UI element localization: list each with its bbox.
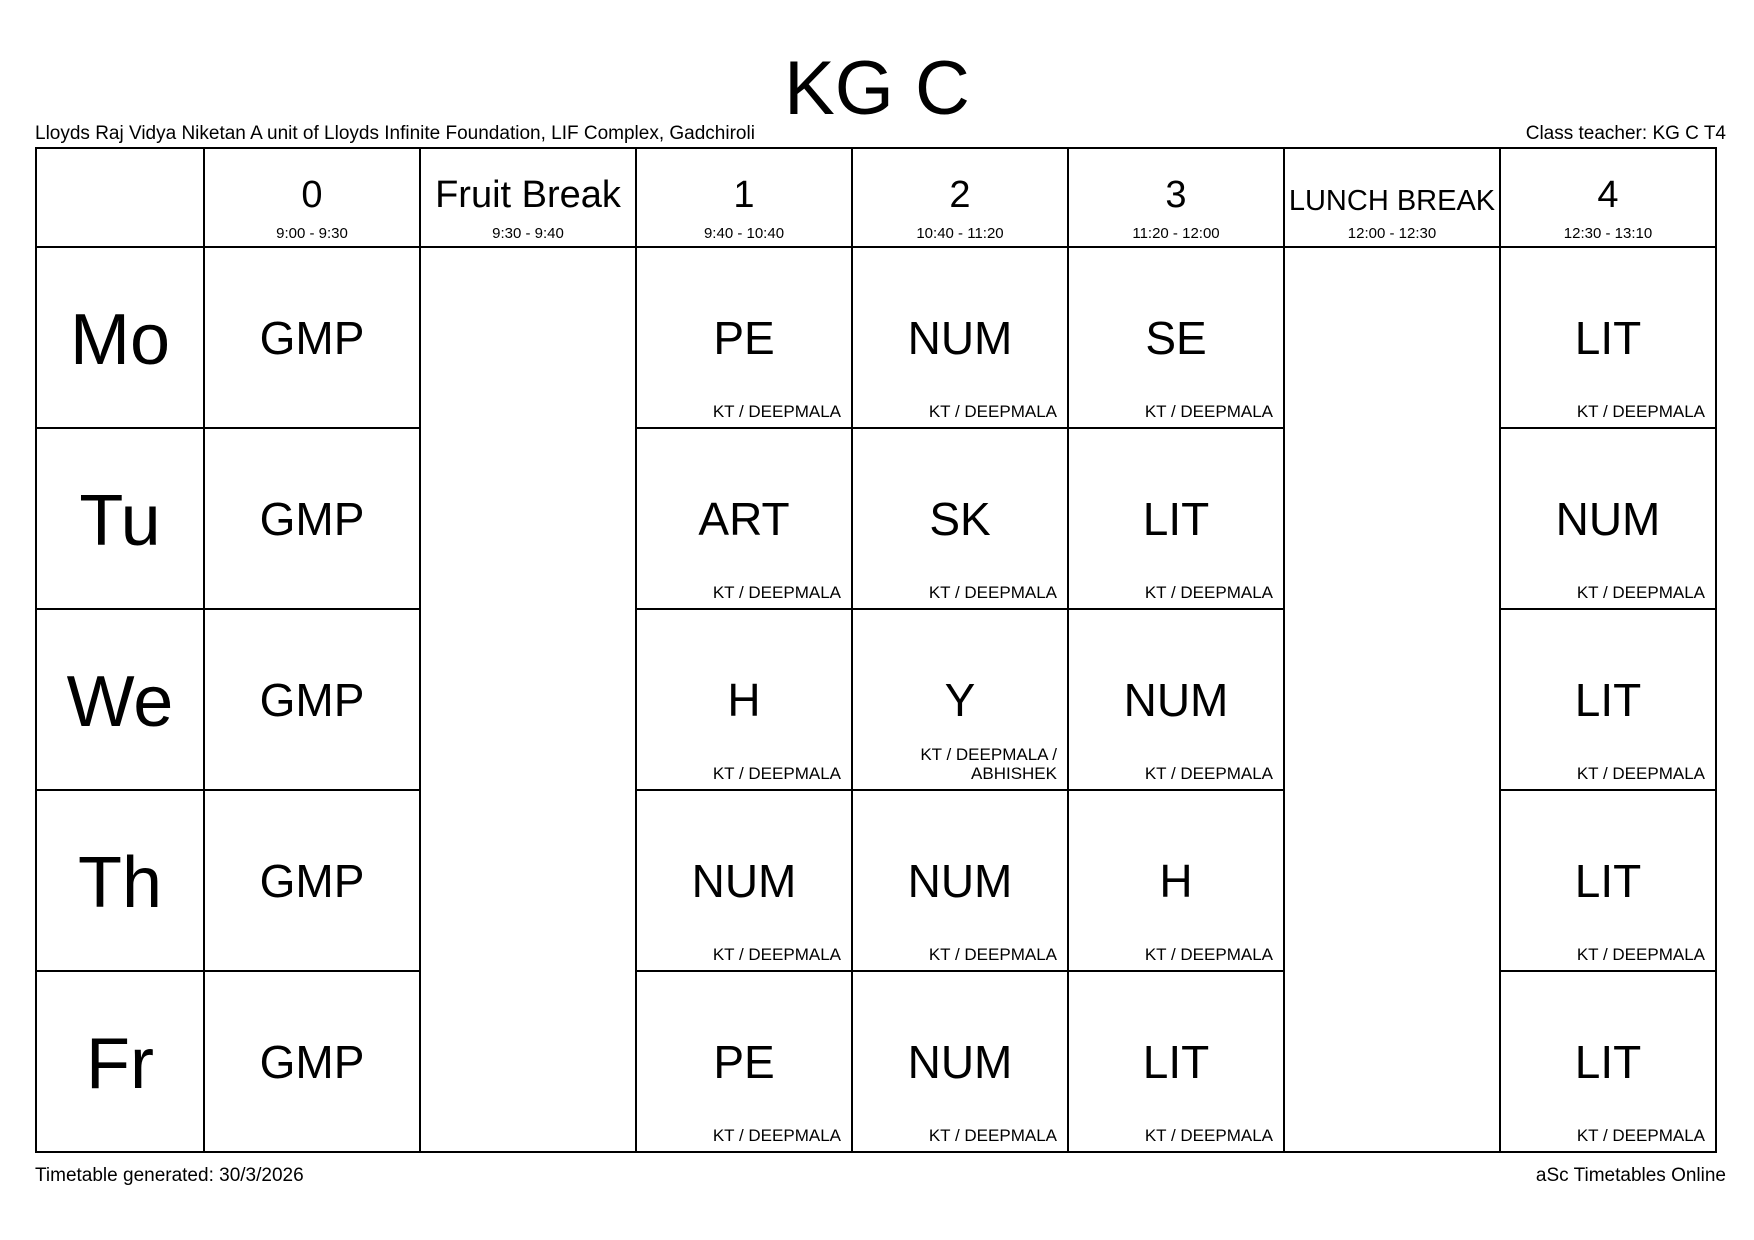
day-name: Th xyxy=(77,843,163,923)
period-label: 3 xyxy=(1165,174,1187,216)
period-label: 1 xyxy=(733,174,755,216)
lesson-cell xyxy=(1068,790,1284,971)
day-cell xyxy=(36,971,204,1152)
lesson-cell xyxy=(852,790,1068,971)
subject-label: SE xyxy=(1145,312,1207,364)
subject-label: H xyxy=(1159,855,1193,907)
lesson-cell xyxy=(636,609,852,790)
subject-label: LIT xyxy=(1142,493,1210,545)
lesson-cell xyxy=(636,971,852,1152)
subject-label: ART xyxy=(698,493,790,545)
lesson-cell xyxy=(204,428,420,609)
lesson-cell xyxy=(1068,971,1284,1152)
period-time: 9:40 - 10:40 xyxy=(703,225,785,242)
lesson-cell xyxy=(204,247,420,428)
lesson-cell xyxy=(204,609,420,790)
teacher-label: KT / DEEPMALA xyxy=(712,402,841,421)
teacher-label: KT / DEEPMALA xyxy=(1576,402,1705,421)
day-cell xyxy=(36,609,204,790)
subject-label: GMP xyxy=(259,674,365,726)
subject-label: NUM xyxy=(907,855,1013,907)
lesson-cell xyxy=(1500,790,1716,971)
lesson-cell xyxy=(1500,609,1716,790)
day-row xyxy=(36,247,1716,428)
period-header xyxy=(204,148,420,247)
teacher-label: KT / DEEPMALA xyxy=(928,1126,1057,1145)
lesson-cell xyxy=(1500,247,1716,428)
lesson-cell xyxy=(1068,247,1284,428)
period-time: 10:40 - 11:20 xyxy=(916,225,1004,242)
period-header xyxy=(852,148,1068,247)
lesson-cell xyxy=(1068,428,1284,609)
class-teacher: Class teacher: KG C T4 xyxy=(1525,123,1726,144)
subject-label: PE xyxy=(713,1036,775,1088)
lunch-break-cell xyxy=(1284,247,1500,1152)
subject-label: NUM xyxy=(1123,674,1229,726)
timetable-grid xyxy=(35,147,1717,1153)
lesson-cell xyxy=(852,428,1068,609)
subject-label: NUM xyxy=(691,855,797,907)
day-cell xyxy=(36,790,204,971)
lesson-cell xyxy=(1068,609,1284,790)
subject-label: Y xyxy=(944,674,976,726)
subject-label: NUM xyxy=(1555,493,1661,545)
subject-label: GMP xyxy=(259,855,365,907)
period-time: 11:20 - 12:00 xyxy=(1132,225,1220,242)
subject-label: PE xyxy=(713,312,775,364)
teacher-label: KT / DEEPMALA xyxy=(712,583,841,602)
timetable-title: KG C xyxy=(784,46,970,131)
teacher-label: KT / DEEPMALA xyxy=(1144,945,1273,964)
period-header xyxy=(420,148,636,247)
day-name: Fr xyxy=(86,1024,154,1104)
day-name: Tu xyxy=(79,481,161,561)
generator-credit: aSc Timetables Online xyxy=(1535,1165,1726,1186)
teacher-label: KT / DEEPMALA xyxy=(1144,402,1273,421)
teacher-label: KT / DEEPMALA xyxy=(1576,764,1705,783)
teacher-label: KT / DEEPMALA xyxy=(1144,764,1273,783)
teacher-label: KT / DEEPMALA xyxy=(1144,1126,1273,1145)
lesson-cell xyxy=(636,428,852,609)
subject-label: LIT xyxy=(1574,1036,1642,1088)
period-header xyxy=(1284,148,1500,247)
header-row xyxy=(36,148,1716,247)
teacher-label: KT / DEEPMALA xyxy=(1576,945,1705,964)
period-label: LUNCH BREAK xyxy=(1288,185,1496,217)
subject-label: GMP xyxy=(259,493,365,545)
lesson-cell xyxy=(852,247,1068,428)
subject-label: H xyxy=(727,674,761,726)
period-time: 12:00 - 12:30 xyxy=(1347,225,1437,242)
period-time: 12:30 - 13:10 xyxy=(1563,225,1653,242)
period-header xyxy=(1068,148,1284,247)
period-label: Fruit Break xyxy=(435,174,621,216)
period-time: 9:00 - 9:30 xyxy=(276,225,348,242)
teacher-label: KT / DEEPMALA xyxy=(1576,583,1705,602)
corner-cell xyxy=(36,148,204,247)
day-name: We xyxy=(66,662,174,742)
day-name: Mo xyxy=(69,300,171,380)
teacher-label: KT / DEEPMALA xyxy=(712,945,841,964)
day-cell xyxy=(36,247,204,428)
generated-date: Timetable generated: 30/3/2026 xyxy=(35,1165,304,1186)
subject-label: LIT xyxy=(1574,855,1642,907)
subject-label: SK xyxy=(929,493,991,545)
period-header xyxy=(1500,148,1716,247)
fruit-break-cell xyxy=(420,247,636,1152)
period-label: 2 xyxy=(949,174,971,216)
lesson-cell xyxy=(636,247,852,428)
teacher-label: KT / DEEPMALA xyxy=(1576,1126,1705,1145)
teacher-label: KT / DEEPMALA xyxy=(712,764,841,783)
period-label: 4 xyxy=(1597,174,1619,216)
teacher-label: KT / DEEPMALA xyxy=(1144,583,1273,602)
subject-label: LIT xyxy=(1142,1036,1210,1088)
subject-label: LIT xyxy=(1574,674,1642,726)
subject-label: NUM xyxy=(907,312,1013,364)
lesson-cell xyxy=(636,790,852,971)
teacher-label: KT / DEEPMALA xyxy=(928,583,1057,602)
teacher-label: KT / DEEPMALA xyxy=(928,402,1057,421)
period-label: 0 xyxy=(301,174,323,216)
subject-label: GMP xyxy=(259,1036,365,1088)
teacher-label: KT / DEEPMALA xyxy=(712,1126,841,1145)
subject-label: NUM xyxy=(907,1036,1013,1088)
teacher-label: KT / DEEPMALA / ABHISHEK xyxy=(920,745,1057,783)
lesson-cell xyxy=(852,609,1068,790)
subject-label: LIT xyxy=(1574,312,1642,364)
period-time: 9:30 - 9:40 xyxy=(492,225,564,242)
teacher-label: KT / DEEPMALA xyxy=(928,945,1057,964)
subject-label: GMP xyxy=(259,312,365,364)
day-cell xyxy=(36,428,204,609)
lesson-cell xyxy=(1500,428,1716,609)
school-name: Lloyds Raj Vidya Niketan A unit of Lloyds Infinite Foundation, LIF Complex, Gadchiroli xyxy=(35,123,755,144)
period-header xyxy=(636,148,852,247)
lesson-cell xyxy=(204,971,420,1152)
lesson-cell xyxy=(204,790,420,971)
lesson-cell xyxy=(1500,971,1716,1152)
lesson-cell xyxy=(852,971,1068,1152)
